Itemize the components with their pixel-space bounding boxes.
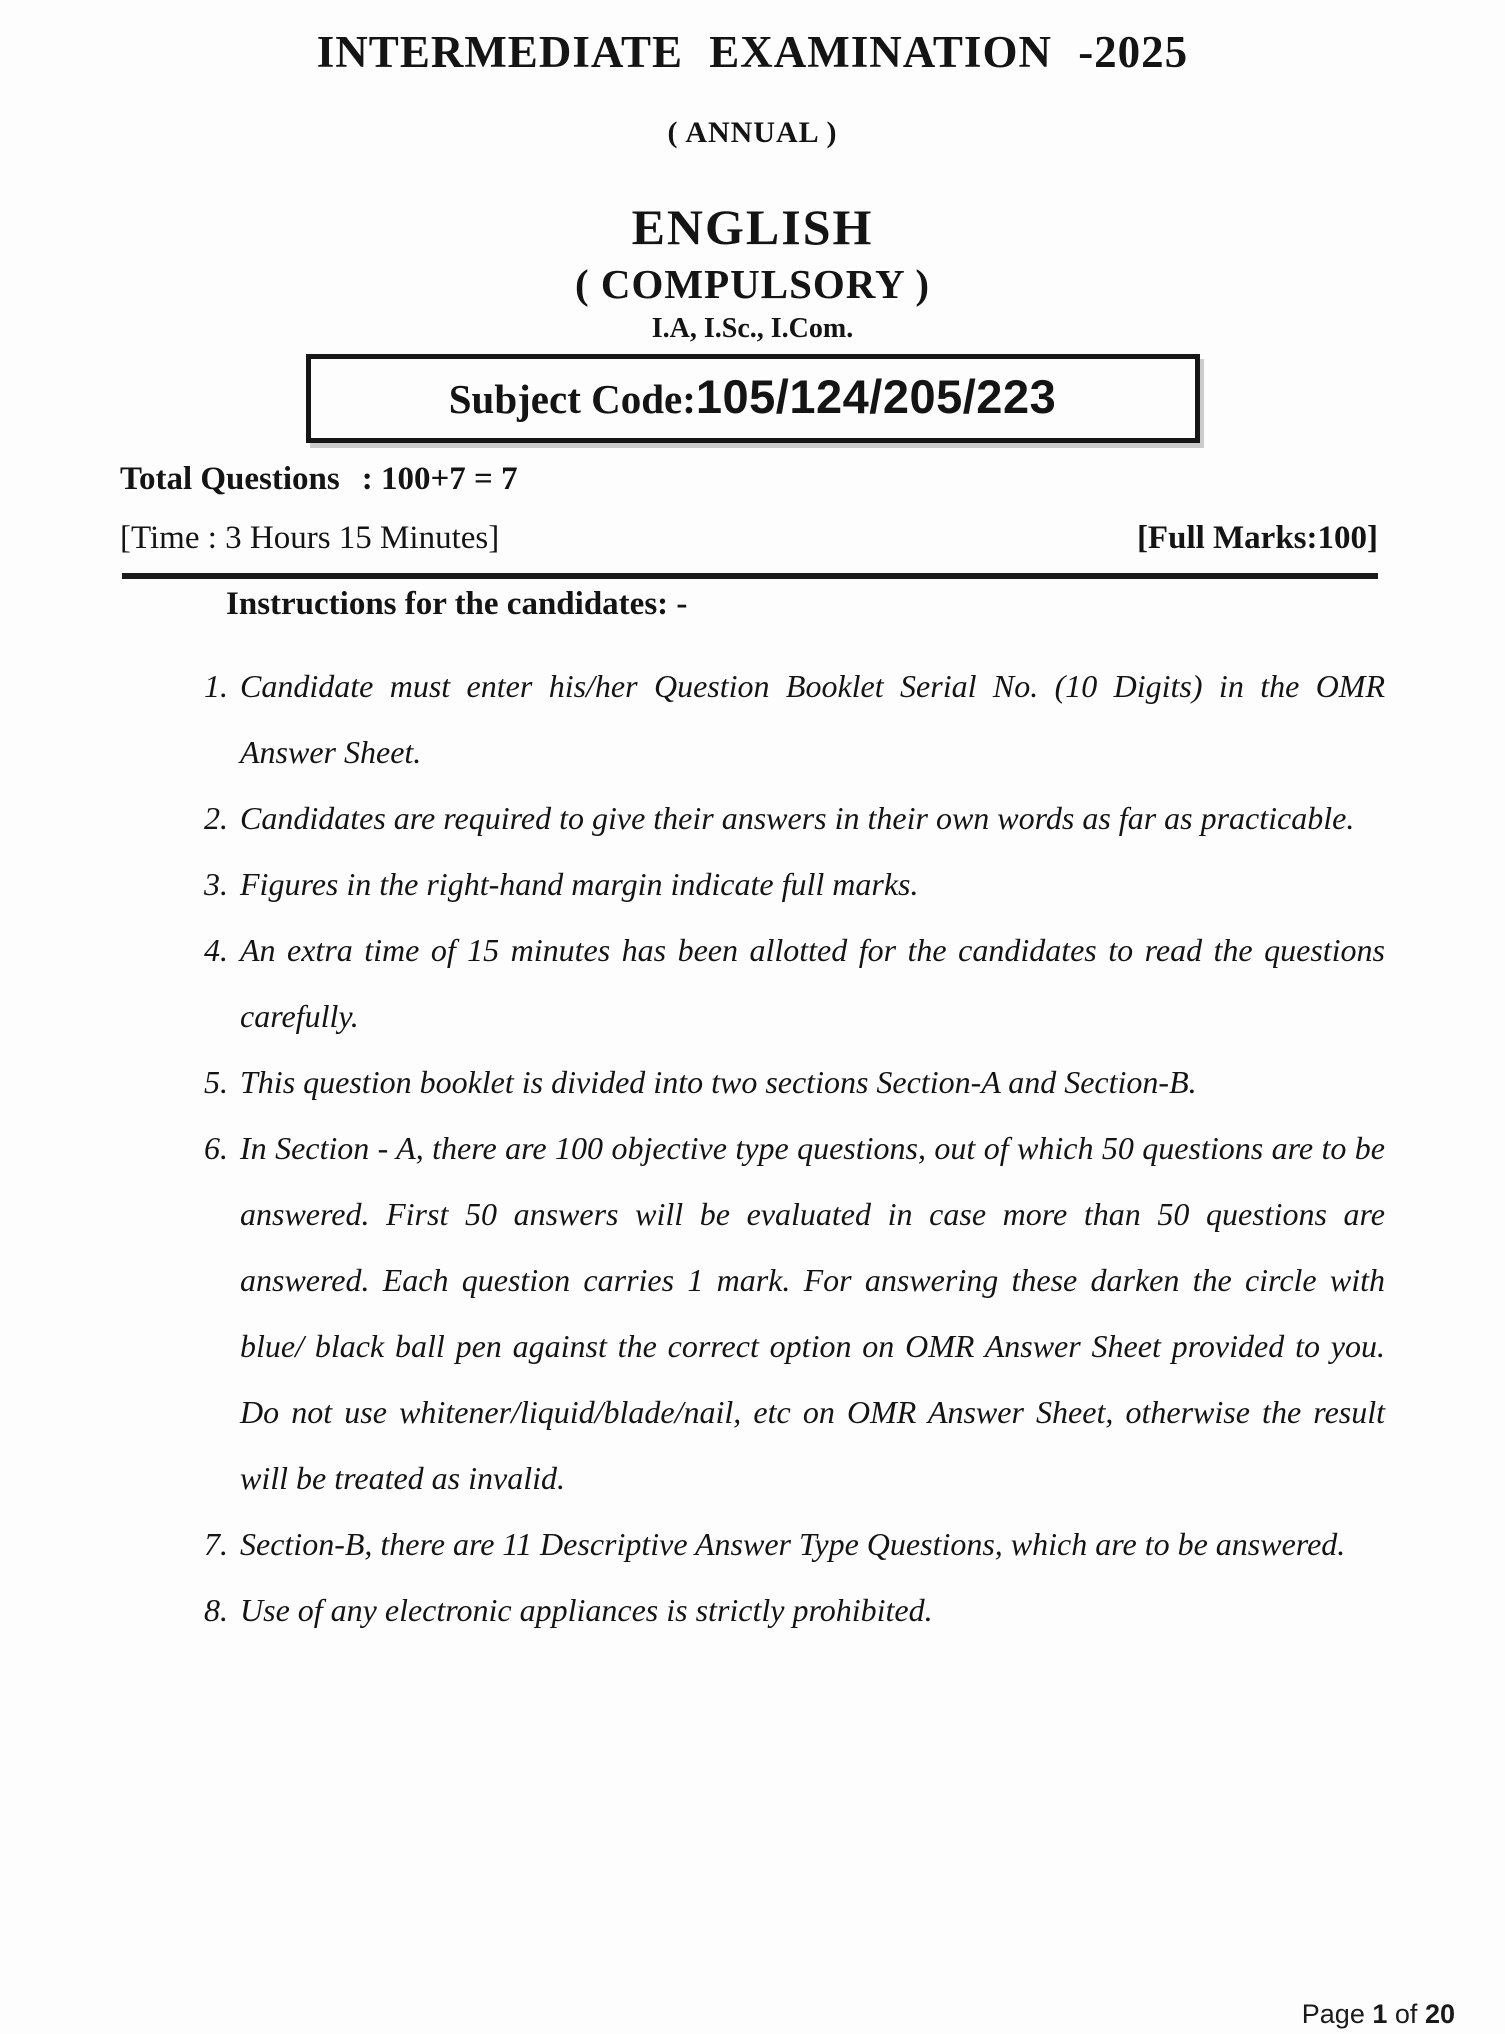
total-questions-row	[120, 461, 1385, 498]
full-marks: [Full Marks:100]	[1136, 520, 1378, 556]
time-allowed: [Time : 3 Hours 15 Minutes]	[120, 520, 500, 556]
session-label: ( ANNUAL )	[667, 116, 838, 149]
time-marks-row	[120, 520, 1378, 557]
subject-name: ENGLISH	[631, 199, 874, 255]
instruction-item	[120, 1049, 1385, 1115]
item-number: 6.	[204, 1130, 228, 1166]
item-number: 3.	[204, 866, 228, 902]
item-number: 7.	[204, 1526, 228, 1562]
subject-type: ( COMPULSORY )	[575, 261, 930, 307]
page-footer-prefix: Page	[1301, 1999, 1365, 2029]
item-text: Candidate must enter his/her Question Booklet Serial No. (10 Digits) in the OMR Answer Sheet.	[240, 668, 1385, 770]
subject-code-label: Subject Code:	[448, 376, 696, 422]
total-questions-value: : 100+7 = 7	[361, 461, 518, 497]
item-number: 4.	[204, 932, 228, 968]
streams-label: I.A, I.Sc., I.Com.	[651, 313, 854, 344]
instruction-item	[120, 1577, 1385, 1643]
total-questions-label: Total Questions	[120, 461, 340, 497]
instruction-item	[120, 785, 1385, 851]
instruction-item	[120, 653, 1385, 785]
item-number: 8.	[204, 1592, 228, 1628]
item-number: 5.	[204, 1064, 228, 1100]
instruction-item	[120, 917, 1385, 1049]
subject-code-value: 105/124/205/223	[695, 370, 1057, 423]
instruction-item	[120, 1115, 1385, 1511]
item-number: 1.	[204, 668, 228, 704]
item-text: In Section - A, there are 100 objective type questions, out of which 50 questions are to be answered. First 50 answers will be evaluated in case more than 50 questions are answered. Each question carries 1 mark. For answering these darken the circle with blue/ black ball pen against the correct option on OMR Answer Sheet provided to you. Do not use whitener/liquid/blade/nail, etc on OMR Answer Sheet, otherwise the result will be treated as invalid.	[240, 1130, 1385, 1496]
page-footer-total: 20	[1424, 1999, 1455, 2029]
instructions-list	[120, 653, 1385, 1643]
page-footer-of: of	[1394, 1999, 1418, 2029]
instructions-heading: Instructions for the candidates: -	[226, 586, 688, 622]
item-text: This question booklet is divided into two sections Section-A and Section-B.	[240, 1064, 1197, 1100]
item-text: Candidates are required to give their answers in their own words as far as practicable.	[240, 800, 1355, 836]
page-title: INTERMEDIATE EXAMINATION -2025	[316, 27, 1189, 77]
item-text: An extra time of 15 minutes has been allotted for the candidates to read the questions carefully.	[240, 932, 1385, 1034]
page-footer	[1302, 1999, 1455, 2030]
subject-code-box	[306, 354, 1200, 443]
item-text: Use of any electronic appliances is strictly prohibited.	[240, 1592, 933, 1628]
item-text: Figures in the right-hand margin indicate full marks.	[240, 866, 919, 902]
page-footer-number: 1	[1372, 1999, 1388, 2029]
item-number: 2.	[204, 800, 228, 836]
divider-rule	[122, 573, 1378, 579]
instruction-item	[120, 1511, 1385, 1577]
item-text: Section-B, there are 11 Descriptive Answer Type Questions, which are to be answered.	[240, 1526, 1346, 1562]
instruction-item	[120, 851, 1385, 917]
